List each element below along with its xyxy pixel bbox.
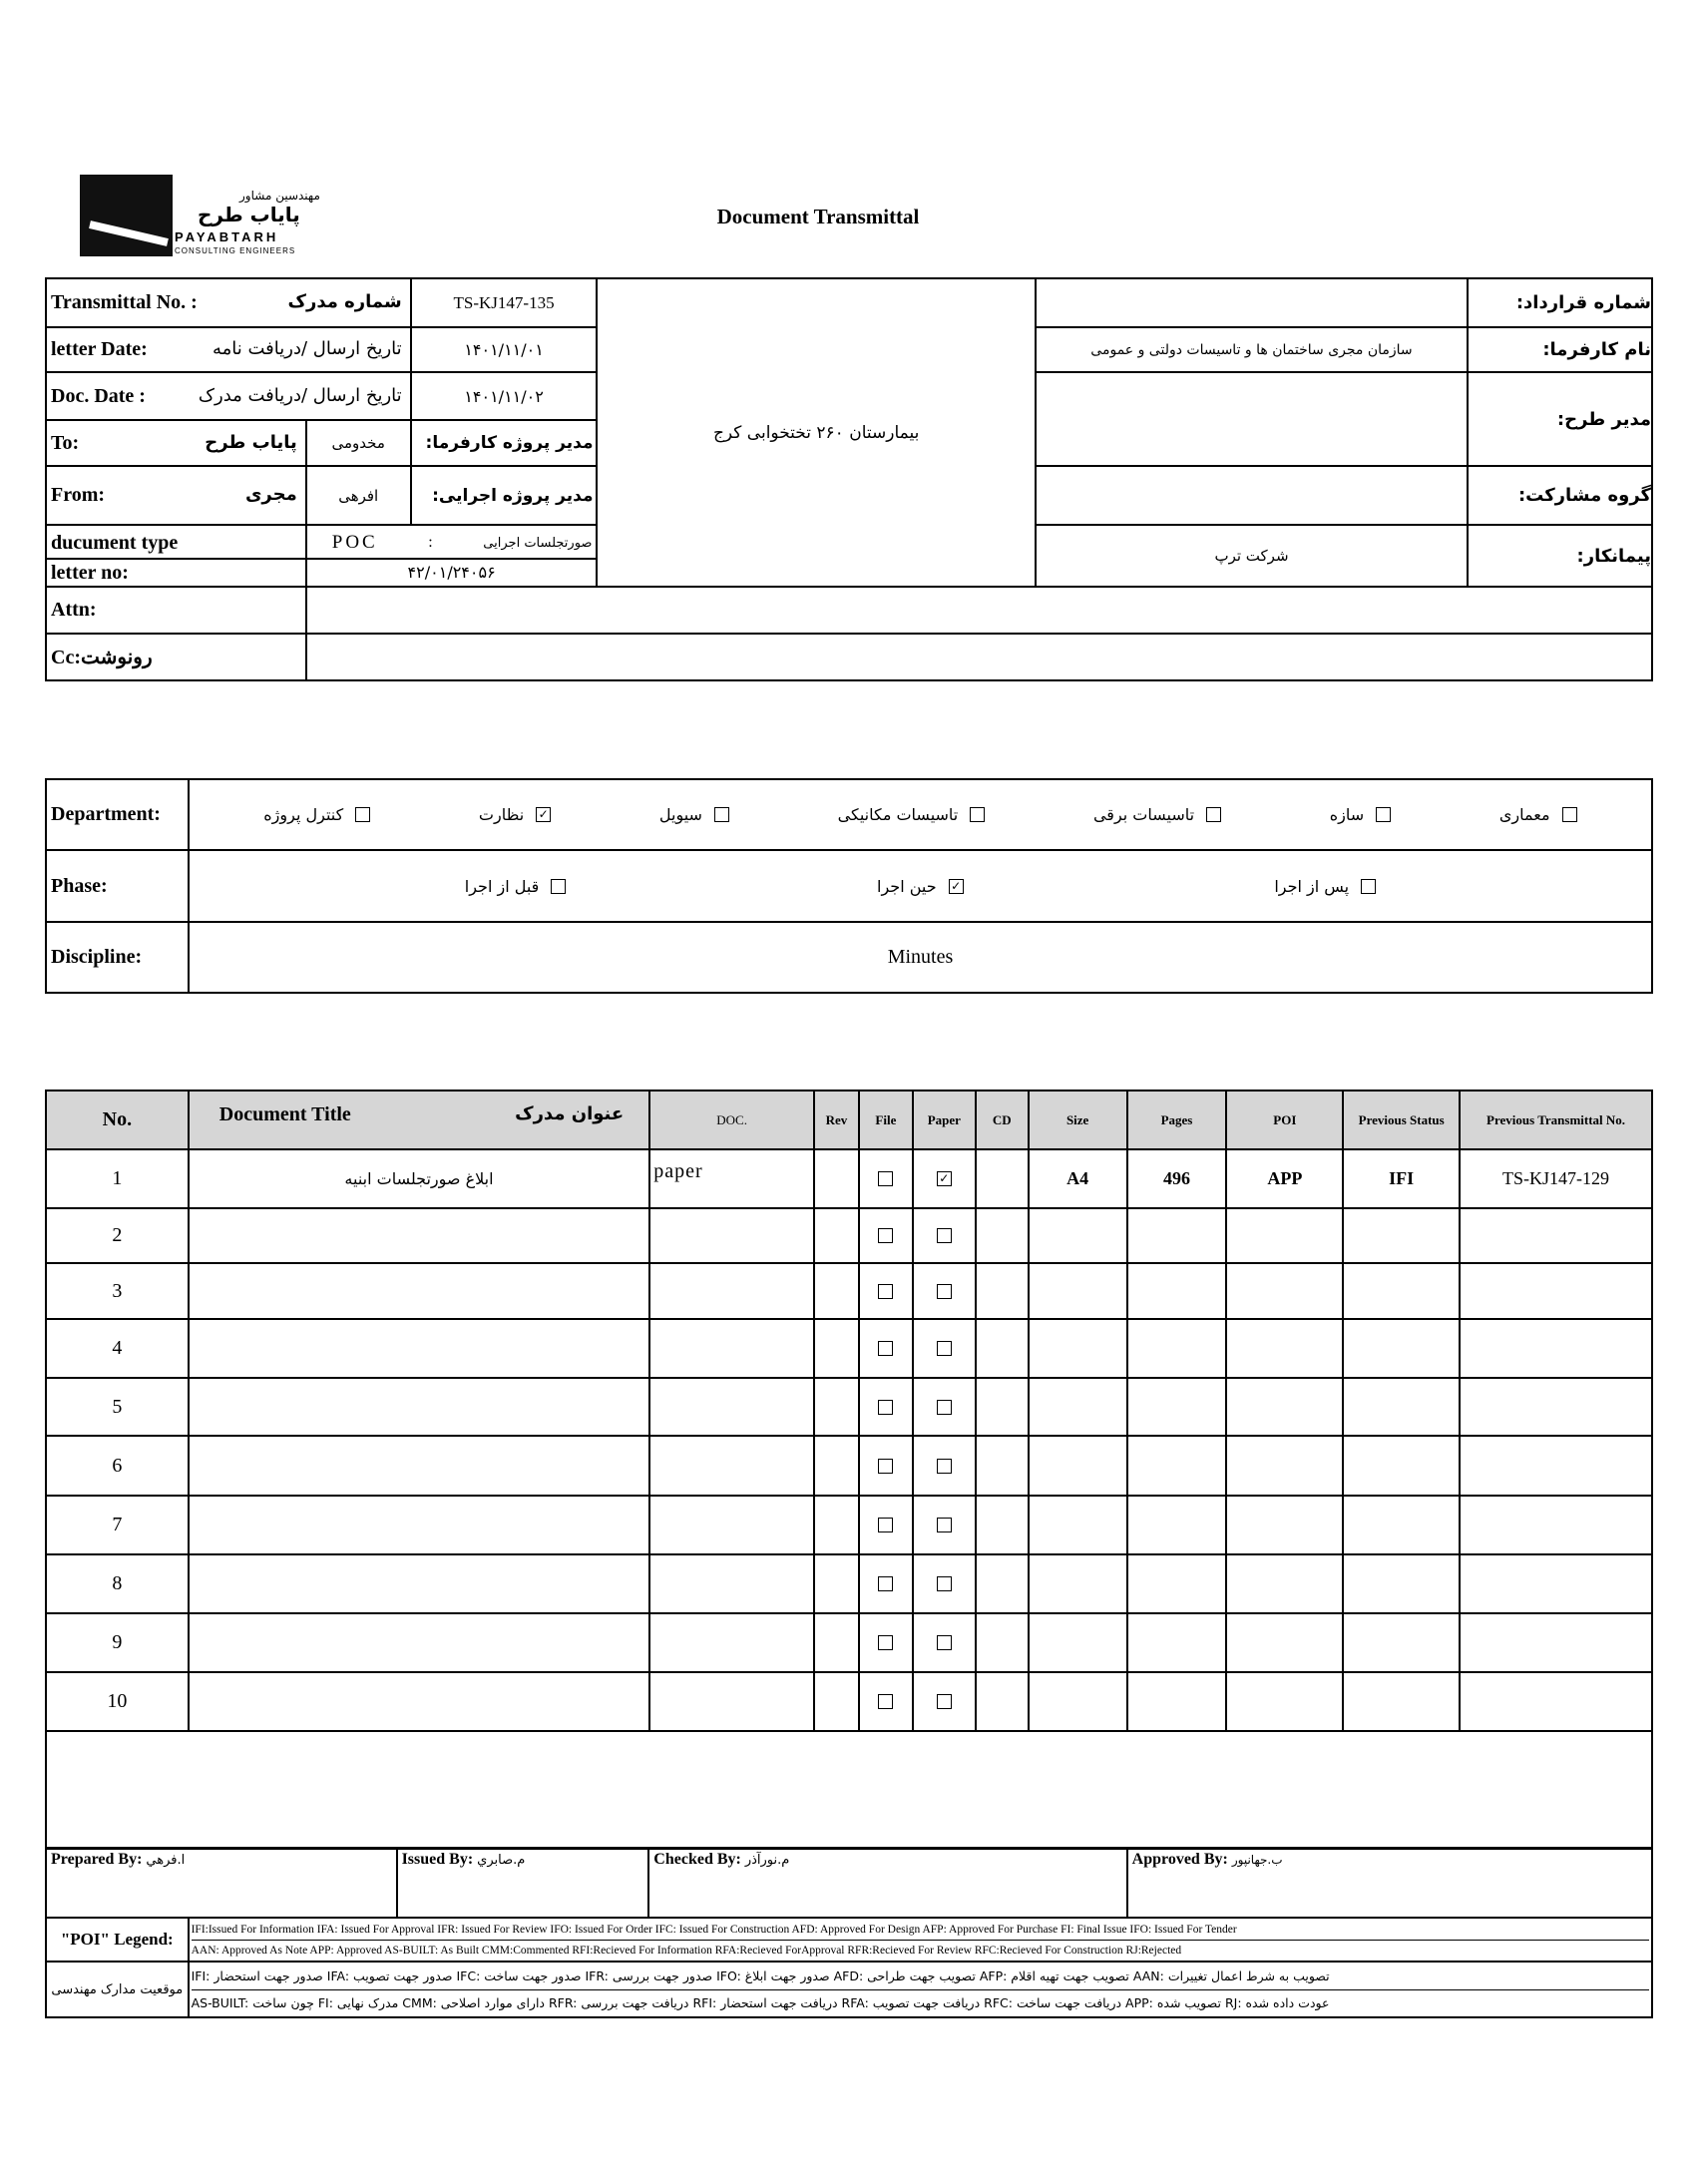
department-option-label: تاسیسات برقی	[1092, 805, 1195, 824]
row-size[interactable]	[1029, 1263, 1127, 1319]
phase-checkbox[interactable]: ✓	[949, 879, 964, 894]
row-size[interactable]	[1029, 1613, 1127, 1672]
department-option[interactable]	[479, 805, 551, 824]
from-person[interactable]: افرهی	[306, 466, 411, 525]
issued-by-value: م.صابري	[477, 1853, 526, 1868]
row-title[interactable]	[189, 1496, 649, 1554]
prepared-by-label: Prepared By:	[51, 1851, 143, 1868]
row-rev[interactable]	[814, 1613, 859, 1672]
logo-fa-name: پایاب طرح	[198, 203, 300, 226]
row-doc[interactable]	[649, 1436, 814, 1496]
col-poi: POI	[1226, 1091, 1343, 1149]
issued-by-cell[interactable]	[397, 1848, 649, 1918]
row-cd[interactable]	[976, 1613, 1029, 1672]
checked-by-value: م.نورآذر	[744, 1853, 790, 1868]
row-doc[interactable]	[649, 1378, 814, 1436]
row-size[interactable]: A4	[1029, 1149, 1127, 1208]
row-size[interactable]	[1029, 1378, 1127, 1436]
department-option[interactable]	[1330, 805, 1391, 824]
employer-value[interactable]: سازمان مجری ساختمان ها و تاسیسات دولتی و عمومی	[1036, 327, 1468, 372]
row-file	[859, 1149, 913, 1208]
row-file	[859, 1263, 913, 1319]
row-paper-checkbox[interactable]	[937, 1284, 952, 1299]
row-cd[interactable]	[976, 1319, 1029, 1378]
row-no: 8	[46, 1554, 189, 1613]
row-file-checkbox[interactable]	[878, 1228, 893, 1243]
phase-option[interactable]	[1274, 877, 1376, 896]
company-logo	[80, 175, 329, 259]
transmittal-no-label: Transmittal No. :	[51, 291, 198, 313]
department-phase-table	[45, 778, 1653, 994]
row-pages[interactable]	[1127, 1554, 1227, 1613]
department-option-label: معماری	[1498, 805, 1550, 824]
row-title[interactable]	[189, 1436, 649, 1496]
transmittal-no-cell	[46, 278, 411, 327]
row-poi[interactable]	[1226, 1613, 1343, 1672]
row-prev-transmittal[interactable]	[1460, 1554, 1652, 1613]
doc-date-value[interactable]: ۱۴۰۱/۱۱/۰۲	[411, 372, 598, 420]
row-cd[interactable]	[976, 1149, 1029, 1208]
design-manager-label: مدیر طرح:	[1468, 372, 1652, 466]
department-option[interactable]	[1499, 805, 1577, 824]
row-file	[859, 1672, 913, 1731]
row-paper	[913, 1208, 976, 1263]
row-rev[interactable]	[814, 1319, 859, 1378]
document-list-table	[45, 1090, 1653, 1850]
row-doc[interactable]	[649, 1263, 814, 1319]
phase-option[interactable]	[465, 877, 567, 896]
to-label: To:	[51, 431, 80, 454]
col-title-en: Document Title	[218, 1103, 351, 1125]
department-option[interactable]	[838, 805, 986, 824]
col-pages: Pages	[1127, 1091, 1227, 1149]
row-prev-status[interactable]	[1343, 1672, 1460, 1731]
row-paper	[913, 1319, 976, 1378]
row-file-checkbox[interactable]	[878, 1694, 893, 1709]
row-title[interactable]	[189, 1672, 649, 1731]
col-cd: CD	[976, 1091, 1029, 1149]
phase-option-label: پس از اجرا	[1274, 876, 1350, 896]
col-file: File	[859, 1091, 913, 1149]
prepared-by-value: ا.فرهي	[146, 1853, 186, 1868]
department-option-label: سیویل	[658, 805, 702, 824]
row-paper-checkbox[interactable]	[937, 1576, 952, 1591]
row-cd[interactable]	[976, 1263, 1029, 1319]
department-checkbox[interactable]	[970, 807, 985, 822]
row-pages[interactable]	[1127, 1613, 1227, 1672]
row-prev-transmittal[interactable]	[1460, 1378, 1652, 1436]
row-doc[interactable]	[649, 1672, 814, 1731]
row-prev-transmittal[interactable]	[1460, 1208, 1652, 1263]
transmittal-info-table	[45, 277, 1653, 681]
to-person[interactable]: مخدومی	[306, 420, 411, 466]
row-paper-checkbox[interactable]	[937, 1694, 952, 1709]
row-file-checkbox[interactable]	[878, 1284, 893, 1299]
row-rev[interactable]	[814, 1149, 859, 1208]
phase-checkbox[interactable]	[1361, 879, 1376, 894]
design-manager-value[interactable]	[1036, 372, 1468, 466]
row-pages[interactable]	[1127, 1496, 1227, 1554]
phase-option-label: حین اجرا	[877, 876, 937, 896]
row-prev-transmittal[interactable]	[1460, 1613, 1652, 1672]
attn-label: Attn:	[46, 587, 306, 634]
row-pages[interactable]	[1127, 1436, 1227, 1496]
row-rev[interactable]	[814, 1496, 859, 1554]
row-paper	[913, 1496, 976, 1554]
row-file-checkbox[interactable]	[878, 1341, 893, 1356]
col-title-fa: عنوان مدرک	[515, 1103, 625, 1124]
row-paper	[913, 1149, 976, 1208]
row-file-checkbox[interactable]	[878, 1635, 893, 1650]
phase-label: Phase:	[46, 850, 189, 922]
row-file	[859, 1496, 913, 1554]
row-title[interactable]	[189, 1554, 649, 1613]
letter-date-value[interactable]: ۱۴۰۱/۱۱/۰۱	[411, 327, 598, 372]
row-no: 6	[46, 1436, 189, 1496]
document-title: Document Transmittal	[716, 205, 920, 228]
row-prev-status[interactable]: IFI	[1343, 1149, 1460, 1208]
row-cd[interactable]	[976, 1436, 1029, 1496]
row-rev[interactable]	[814, 1672, 859, 1731]
row-prev-status[interactable]	[1343, 1496, 1460, 1554]
row-no: 5	[46, 1378, 189, 1436]
row-title[interactable]: ابلاغ صورتجلسات ابنیه	[189, 1149, 649, 1208]
row-paper	[913, 1554, 976, 1613]
issued-by-label: Issued By:	[401, 1851, 474, 1868]
row-prev-status[interactable]	[1343, 1554, 1460, 1613]
row-no: 2	[46, 1208, 189, 1263]
table-row[interactable]	[46, 1672, 1652, 1731]
doc-date-label: Doc. Date :	[51, 384, 146, 407]
letter-no-label: letter no:	[47, 558, 305, 586]
table-row[interactable]	[46, 1208, 1652, 1263]
partnership-label: گروه مشارکت:	[1468, 466, 1652, 525]
to-value[interactable]: پایاب طرح	[205, 431, 297, 453]
row-paper-checkbox[interactable]: ✓	[937, 1171, 952, 1186]
row-prev-status[interactable]	[1343, 1319, 1460, 1378]
contract-no-label: شماره قرارداد:	[1468, 278, 1652, 327]
row-title[interactable]	[189, 1378, 649, 1436]
discipline-value[interactable]: Minutes	[189, 922, 1652, 993]
row-file-checkbox[interactable]	[878, 1171, 893, 1186]
row-cd[interactable]	[976, 1208, 1029, 1263]
table-row[interactable]	[46, 1613, 1652, 1672]
doc-type-fa[interactable]: صورتجلسات اجرایی	[483, 535, 593, 551]
row-file	[859, 1436, 913, 1496]
department-options	[190, 805, 1651, 824]
doc-date-fa-label: تاریخ ارسال /دریافت مدرک	[198, 384, 402, 406]
row-paper	[913, 1672, 976, 1731]
signature-table	[45, 1847, 1653, 1919]
row-file-checkbox[interactable]	[878, 1400, 893, 1415]
row-file	[859, 1554, 913, 1613]
prepared-by-cell[interactable]	[46, 1848, 397, 1918]
row-title[interactable]	[189, 1319, 649, 1378]
row-paper	[913, 1613, 976, 1672]
department-checkbox[interactable]	[1376, 807, 1391, 822]
col-size: Size	[1029, 1091, 1127, 1149]
row-rev[interactable]	[814, 1378, 859, 1436]
notes-area[interactable]	[46, 1731, 1652, 1849]
row-file-checkbox[interactable]	[878, 1576, 893, 1591]
phase-checkbox[interactable]	[551, 879, 566, 894]
row-doc[interactable]	[649, 1554, 814, 1613]
position-legend-line-2: AS-BUILT: چون ساخت FI: مدرک نهایی CMM: دارای موارد اصلاحی RFR: دریافت جهت بررسی RFI: دریافت جهت استحضار RFA: دریافت جهت تصویب RFC: دریافت جهت ساخت APP: تصویب شده RJ: عودت داده شده	[192, 1989, 1649, 2016]
employer-label: نام کارفرما:	[1468, 327, 1652, 372]
row-paper	[913, 1378, 976, 1436]
row-prev-status[interactable]	[1343, 1263, 1460, 1319]
row-file	[859, 1613, 913, 1672]
contractor-value[interactable]: شرکت ترپ	[1036, 525, 1468, 587]
row-poi[interactable]	[1226, 1554, 1343, 1613]
col-prev-transmittal: Previous Transmittal No.	[1460, 1091, 1652, 1149]
logo-mark	[80, 175, 173, 256]
approved-by-cell[interactable]	[1127, 1848, 1652, 1918]
from-label: From:	[51, 484, 106, 506]
department-checkbox[interactable]	[1206, 807, 1221, 822]
row-title[interactable]	[189, 1208, 649, 1263]
from-value[interactable]: مجری	[244, 484, 297, 505]
poi-legend-line-1: IFI:Issued For Information IFA: Issued For Approval IFR: Issued For Review IFO: Issued For Order IFC: Issued For Construction AFD: Approved For Design AFP: Approved For Purchase FI: Final Issue IFO: Issued For Tender	[191, 1923, 1237, 1936]
row-poi[interactable]	[1226, 1263, 1343, 1319]
approved-by-label: Approved By:	[1131, 1851, 1228, 1868]
project-name: بیمارستان ۲۶۰ تختخوابی کرج	[597, 278, 1035, 587]
table-row[interactable]	[46, 1149, 1652, 1208]
row-no: 1	[46, 1149, 189, 1208]
table-row[interactable]	[46, 1436, 1652, 1496]
row-cd[interactable]	[976, 1496, 1029, 1554]
poi-legend-line-2: AAN: Approved As Note APP: Approved AS-BUILT: As Built CMM:Commented RFI:Recieved For Information RFA:Recieved ForApproval RFR:Recieved For Review RFC:Recieved For Construction RJ:Rejected	[192, 1940, 1649, 1961]
row-no: 3	[46, 1263, 189, 1319]
logo-en-name: PAYABTARH	[175, 229, 279, 244]
row-paper-checkbox[interactable]	[937, 1341, 952, 1356]
row-doc[interactable]	[649, 1319, 814, 1378]
department-option-label: نظارت	[478, 805, 525, 824]
row-paper-checkbox[interactable]	[937, 1400, 952, 1415]
row-paper	[913, 1436, 976, 1496]
logo-fa-subtitle: مهندسین مشاور	[239, 189, 320, 203]
contractor-label: پیمانکار:	[1468, 525, 1652, 587]
row-cd[interactable]	[976, 1378, 1029, 1436]
table-row[interactable]	[46, 1263, 1652, 1319]
row-prev-transmittal[interactable]	[1460, 1319, 1652, 1378]
row-rev[interactable]	[814, 1554, 859, 1613]
exec-pm-label: مدیر پروژه اجرایی:	[411, 466, 598, 525]
row-size[interactable]	[1029, 1672, 1127, 1731]
row-pages[interactable]	[1127, 1672, 1227, 1731]
row-prev-transmittal[interactable]	[1460, 1263, 1652, 1319]
letter-no-value[interactable]: ۴۲/۰۱/۲۴۰۵۶	[307, 558, 597, 586]
row-file	[859, 1319, 913, 1378]
department-checkbox[interactable]	[714, 807, 729, 822]
position-legend-line-1: IFI: صدور جهت استحضار IFA: صدور جهت تصویب IFC: صدور جهت ساخت IFR: صدور جهت بررسی IFO: صدور جهت ابلاغ AFD: تصویب جهت طراحی AFP: تصویب جهت تهیه اقلام AAN: تصویب به شرط اعمال تغییرات	[191, 1967, 1330, 1983]
department-checkbox[interactable]	[1562, 807, 1577, 822]
row-cd[interactable]	[976, 1554, 1029, 1613]
row-no: 7	[46, 1496, 189, 1554]
contract-no-value[interactable]	[1036, 278, 1468, 327]
row-poi[interactable]	[1226, 1496, 1343, 1554]
row-pages[interactable]	[1127, 1263, 1227, 1319]
row-file-checkbox[interactable]	[878, 1518, 893, 1532]
row-prev-status[interactable]	[1343, 1208, 1460, 1263]
col-doc: DOC.	[649, 1091, 814, 1149]
discipline-label: Discipline:	[46, 922, 189, 993]
logo-en-subtitle: CONSULTING ENGINEERS	[175, 246, 296, 255]
row-paper-checkbox[interactable]	[937, 1459, 952, 1474]
department-label: Department:	[46, 779, 189, 850]
table-row[interactable]	[46, 1496, 1652, 1554]
row-title[interactable]	[189, 1613, 649, 1672]
col-prev-status: Previous Status	[1343, 1091, 1460, 1149]
doc-type-code[interactable]: POC	[331, 532, 378, 553]
row-prev-transmittal[interactable]	[1460, 1496, 1652, 1554]
row-rev[interactable]	[814, 1436, 859, 1496]
department-option-label: تاسیسات مکانیکی	[837, 805, 959, 824]
row-prev-transmittal[interactable]	[1460, 1672, 1652, 1731]
approved-by-value: ب.جهانپور	[1231, 1853, 1283, 1867]
row-title[interactable]	[189, 1263, 649, 1319]
department-option[interactable]	[263, 805, 370, 824]
row-poi[interactable]	[1226, 1378, 1343, 1436]
row-pages[interactable]	[1127, 1378, 1227, 1436]
row-prev-status[interactable]	[1343, 1378, 1460, 1436]
row-pages[interactable]	[1127, 1208, 1227, 1263]
checked-by-label: Checked By:	[653, 1851, 741, 1868]
cc-value[interactable]	[306, 634, 1652, 680]
department-option-label: کنترل پروژه	[263, 805, 344, 824]
department-checkbox[interactable]	[355, 807, 370, 822]
table-row[interactable]	[46, 1554, 1652, 1613]
row-no: 9	[46, 1613, 189, 1672]
row-prev-transmittal[interactable]	[1460, 1436, 1652, 1496]
department-option[interactable]	[1093, 805, 1221, 824]
table-row[interactable]	[46, 1319, 1652, 1378]
row-size[interactable]	[1029, 1496, 1127, 1554]
row-size[interactable]	[1029, 1436, 1127, 1496]
table-row[interactable]	[46, 1378, 1652, 1436]
row-doc[interactable]	[649, 1613, 814, 1672]
employer-pm-label: مدیر پروژه کارفرما:	[411, 420, 598, 466]
row-poi[interactable]	[1226, 1319, 1343, 1378]
row-cd[interactable]	[976, 1672, 1029, 1731]
phase-options	[190, 877, 1651, 896]
row-doc[interactable]	[649, 1496, 814, 1554]
row-size[interactable]	[1029, 1554, 1127, 1613]
row-poi[interactable]	[1226, 1672, 1343, 1731]
department-option[interactable]	[659, 805, 729, 824]
row-file	[859, 1208, 913, 1263]
row-size[interactable]	[1029, 1319, 1127, 1378]
doc-type-label: ducument type	[51, 532, 179, 554]
row-doc[interactable]: paper	[649, 1149, 814, 1208]
cc-label: Cc:رونوشت	[46, 634, 306, 680]
phase-option[interactable]	[877, 877, 964, 896]
col-rev: Rev	[814, 1091, 859, 1149]
legend-table	[45, 1917, 1653, 2018]
transmittal-no-value[interactable]: TS-KJ147-135	[411, 278, 598, 327]
col-no: No.	[46, 1091, 189, 1149]
row-paper-checkbox[interactable]	[937, 1635, 952, 1650]
department-checkbox[interactable]: ✓	[536, 807, 551, 822]
transmittal-no-fa-label: شماره مدرک	[287, 291, 402, 312]
row-file	[859, 1378, 913, 1436]
row-rev[interactable]	[814, 1263, 859, 1319]
letter-date-fa-label: تاریخ ارسال /دریافت نامه	[212, 338, 402, 359]
row-prev-status[interactable]	[1343, 1436, 1460, 1496]
row-pages[interactable]: 496	[1127, 1149, 1227, 1208]
doc-type-colon: :	[428, 534, 433, 551]
partnership-value[interactable]	[1036, 466, 1468, 525]
row-paper-checkbox[interactable]	[937, 1228, 952, 1243]
attn-value[interactable]	[306, 587, 1652, 634]
col-paper: Paper	[913, 1091, 976, 1149]
row-paper-checkbox[interactable]	[937, 1518, 952, 1532]
row-poi[interactable]	[1226, 1208, 1343, 1263]
row-no: 10	[46, 1672, 189, 1731]
row-poi[interactable]	[1226, 1436, 1343, 1496]
row-pages[interactable]	[1127, 1319, 1227, 1378]
poi-legend-label: "POI" Legend:	[46, 1918, 189, 1962]
row-poi[interactable]: APP	[1226, 1149, 1343, 1208]
row-paper	[913, 1263, 976, 1319]
row-size[interactable]	[1029, 1208, 1127, 1263]
row-prev-transmittal[interactable]: TS-KJ147-129	[1460, 1149, 1652, 1208]
row-doc[interactable]	[649, 1208, 814, 1263]
department-option-label: سازه	[1329, 805, 1365, 824]
letter-date-label: letter Date:	[51, 338, 148, 360]
phase-option-label: قبل از اجرا	[464, 876, 540, 896]
row-rev[interactable]	[814, 1208, 859, 1263]
row-prev-status[interactable]	[1343, 1613, 1460, 1672]
row-file-checkbox[interactable]	[878, 1459, 893, 1474]
row-no: 4	[46, 1319, 189, 1378]
position-legend-label: موقعیت مدارک مهندسی	[46, 1962, 189, 2017]
checked-by-cell[interactable]	[648, 1848, 1126, 1918]
